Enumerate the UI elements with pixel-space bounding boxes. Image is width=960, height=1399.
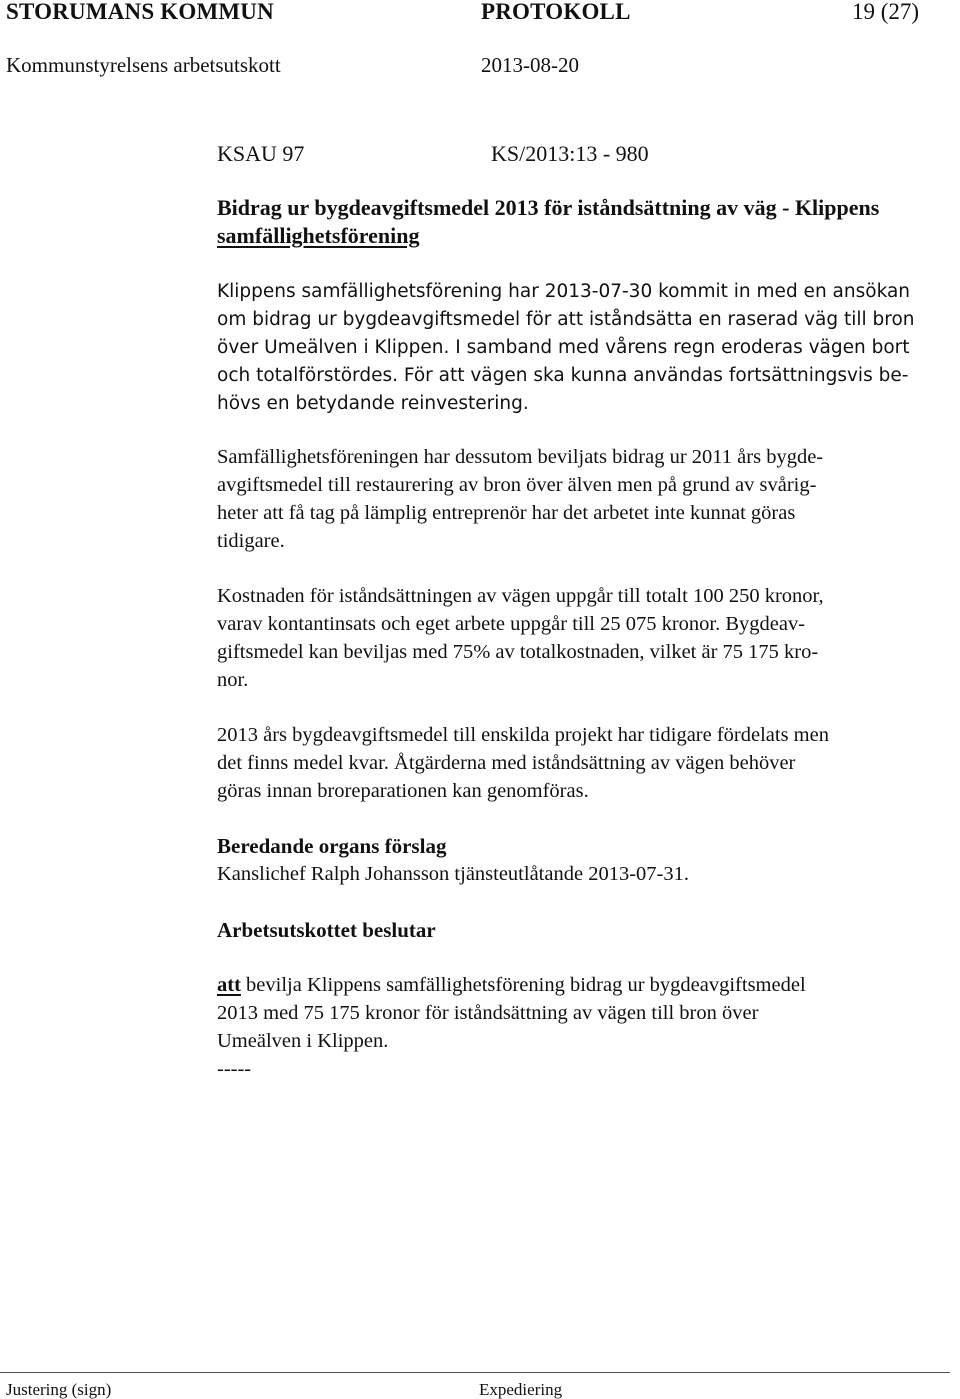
paragraph-line: hövs en betydande reinvestering.	[217, 393, 529, 414]
paragraph-line: Samfällighetsföreningen har dessutom beviljats bidrag ur 2011 års bygde-	[217, 446, 824, 468]
page-number: 19 (27)	[852, 0, 920, 24]
paragraph-line: 2013 års bygdeavgiftsmedel till enskilda projekt har tidigare fördelats men	[217, 724, 829, 746]
paragraph-application	[217, 278, 947, 418]
paragraph-line: avgiftsmedel till restaurering av bron över älven men på grund av svårig-	[217, 474, 817, 496]
paragraph-line: över Umeälven i Klippen. I samband med vårens regn eroderas vägen bort	[217, 337, 910, 358]
proposal-heading: Beredande organs förslag	[217, 834, 447, 858]
paragraph-line: göras innan broreparationen kan genomföras.	[217, 780, 589, 802]
paragraph-line: nor.	[217, 669, 249, 691]
paragraph-previous-grant	[217, 443, 947, 555]
decision-text	[217, 971, 947, 1083]
meeting-date: 2013-08-20	[481, 53, 579, 77]
decision-line	[217, 971, 947, 999]
proposal-text: Kanslichef Ralph Johansson tjänsteutlåtande 2013-07-31.	[217, 863, 689, 885]
att-keyword: att	[217, 974, 241, 996]
paragraph-line: Klippens samfällighetsförening har 2013-07-30 kommit in med en ansökan	[217, 281, 911, 302]
paragraph-line: giftsmedel kan beviljas med 75% av totalkostnaden, vilket är 75 175 kro-	[217, 641, 819, 663]
dispatch-label: Expediering	[479, 1380, 563, 1399]
decision-line1-rest: bevilja Klippens samfällighetsförening bidrag ur bygdeavgiftsmedel	[240, 974, 806, 996]
case-title	[217, 194, 952, 250]
paragraph-funds-remaining	[217, 721, 947, 805]
paragraph-line: om bidrag ur bygdeavgiftsmedel för att iståndsätta en raserad väg till bron	[217, 309, 915, 330]
signature-label: Justering (sign)	[6, 1380, 112, 1399]
case-title-line1: Bidrag ur bygdeavgiftsmedel 2013 för iståndsättning av väg - Klippens	[217, 195, 880, 220]
paragraph-line: tidigare.	[217, 530, 285, 552]
paragraph-line: heter att få tag på lämplig entreprenör har det arbetet inte kunnat göras	[217, 502, 796, 524]
paragraph-line: och totalförstördes. För att vägen ska kunna användas fortsättningsvis be-	[217, 365, 909, 386]
paragraph-number: KSAU 97	[217, 141, 305, 166]
municipality-name: STORUMANS KOMMUN	[6, 0, 274, 24]
case-title-line2: samfällighetsförening	[217, 223, 420, 248]
paragraph-line: Kostnaden för iståndsättningen av vägen uppgår till totalt 100 250 kronor,	[217, 585, 824, 607]
decision-heading: Arbetsutskottet beslutar	[217, 918, 436, 942]
document-type: PROTOKOLL	[481, 0, 631, 24]
committee-name: Kommunstyrelsens arbetsutskott	[6, 53, 281, 77]
decision-line: 2013 med 75 175 kronor för iståndsättning av vägen till bron över	[217, 1002, 759, 1024]
end-mark: -----	[217, 1058, 252, 1080]
decision-line: Umeälven i Klippen.	[217, 1030, 389, 1052]
paragraph-line: det finns medel kvar. Åtgärderna med iståndsättning av vägen behöver	[217, 752, 796, 774]
footer-divider	[0, 1372, 950, 1373]
paragraph-costs	[217, 582, 947, 694]
case-reference	[217, 140, 649, 168]
diary-number: KS/2013:13 - 980	[491, 141, 649, 166]
paragraph-line: varav kontantinsats och eget arbete uppgår till 25 075 kronor. Bygdeav-	[217, 613, 806, 635]
